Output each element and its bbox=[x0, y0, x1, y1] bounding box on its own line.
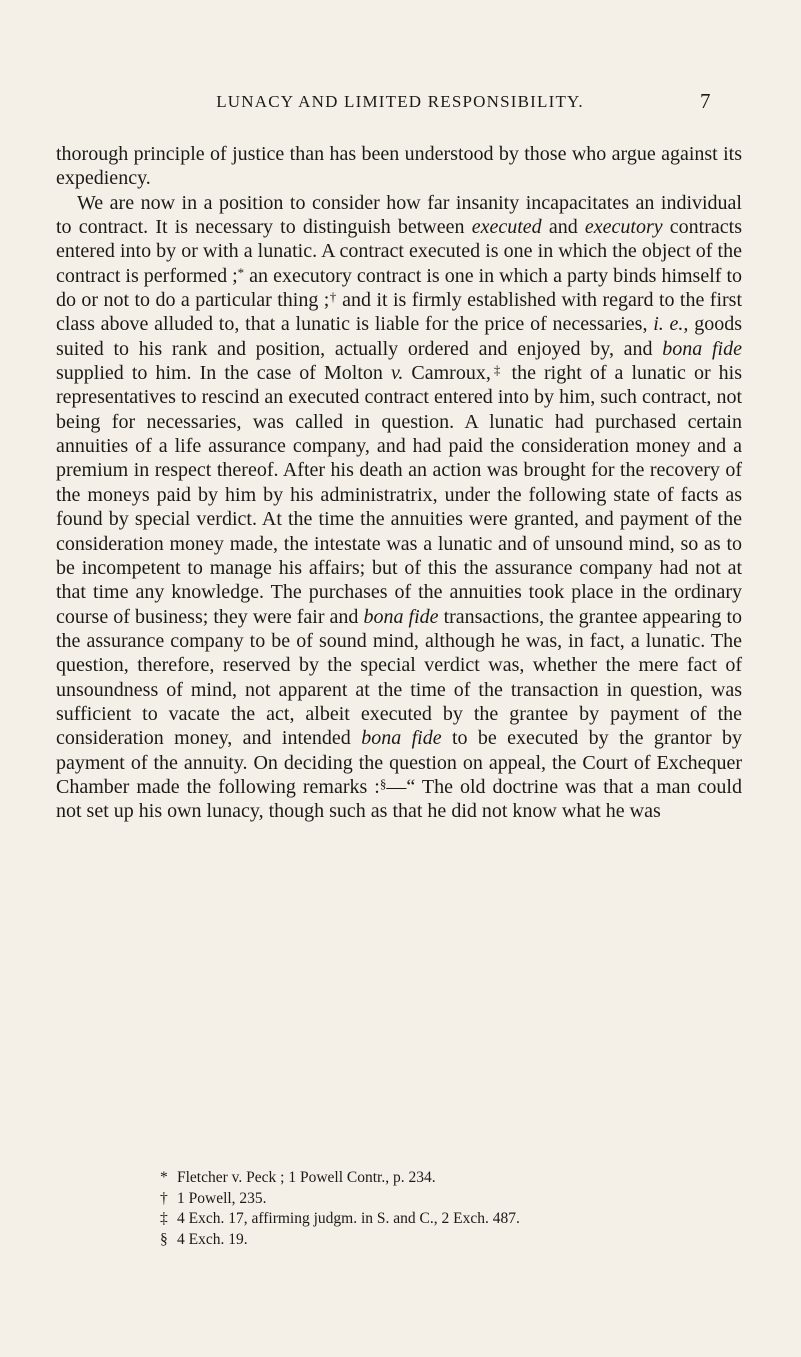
text-run: the right of a lunatic or his representatives to rescind an executed contract entered into by him, such contract, not being for necessaries, was called in question. A lunatic had purchased certain annuities of a life assurance company, and had paid the consideration money and a premium in respect thereof. After his death an action was brought for the recovery of the moneys paid by him by his administratrix, under the following state of facts as found by special verdict. At the time the annuities were granted, and payment of the consideration money made, the intestate was a lunatic and of unsound mind, so as to be incompetent to manage his affairs; but of this the assurance company had not at that time any knowledge. The purchases of the annuities took place in the ordinary course of business; they were fair and bbox=[56, 362, 743, 628]
footnote bbox=[160, 1168, 740, 1189]
text-run: to be executed by the grantor by payment of the annuity. On deciding the question on appeal, the Court of Exchequer Chamber made the following remarks : bbox=[56, 727, 742, 798]
paragraph bbox=[56, 191, 742, 824]
footnote bbox=[160, 1230, 740, 1251]
page-number: 7 bbox=[700, 89, 711, 113]
text-run: and it is firmly established with regard to the first class above alluded to, that a lunatic is liable for the price of necessaries, bbox=[56, 289, 743, 336]
italic-text: bona fide bbox=[662, 337, 742, 360]
footnote bbox=[160, 1189, 740, 1210]
text-run: Camroux, bbox=[403, 362, 491, 385]
footnote-reference: § bbox=[379, 775, 387, 791]
text-run: We are now in a position to consider how far insanity incapacitates an individual to contract. It is necessary to distinguish between bbox=[56, 191, 742, 239]
footnotes bbox=[160, 1168, 740, 1250]
text-run: supplied to him. In the case of Molton bbox=[56, 362, 391, 385]
footnote-text: 4 Exch. 19. bbox=[177, 1230, 248, 1248]
footnote-reference: ‡ bbox=[490, 362, 504, 378]
italic-text: executory bbox=[584, 216, 663, 239]
italic-text: v. bbox=[390, 362, 404, 385]
footnote-reference: † bbox=[329, 289, 337, 305]
text-run: contracts entered into by or with a lunatic. A contract executed is one in which the object of the contract is performed ; bbox=[56, 216, 742, 287]
italic-text: i. e., bbox=[653, 313, 689, 336]
italic-text: bona fide bbox=[363, 605, 439, 628]
footnote-mark: * bbox=[160, 1169, 168, 1186]
footnote-text: Fletcher v. Peck ; 1 Powell Contr., p. 234. bbox=[177, 1169, 436, 1186]
text-run: transactions, the grantee appearing to the assurance company to be of sound mind, although he was, in fact, a lunatic. The question, therefore, reserved by the special verdict was, whether the mere fact of unsoundness of mind, not apparent at the time of the transaction in question, was sufficient to vacate the act, albeit executed by the grantee by payment of the consideration money, and intended bbox=[56, 605, 742, 750]
text-run: thorough principle of justice than has been understood by those who argue against its expediency. bbox=[56, 143, 742, 190]
italic-text: bona fide bbox=[361, 727, 442, 750]
footnote-mark: § bbox=[160, 1230, 168, 1248]
footnote-text: 1 Powell, 235. bbox=[177, 1189, 267, 1207]
running-header: LUNACY AND LIMITED RESPONSIBILITY. bbox=[216, 92, 584, 111]
text-run: and bbox=[541, 216, 585, 239]
paragraph bbox=[56, 142, 742, 191]
text-run: —“ The old doctrine was that a man could not set up his own lunacy, though such as that he did not know what he was bbox=[56, 775, 742, 823]
footnote-text: 4 Exch. 17, affirming judgm. in S. and C., 2 Exch. 487. bbox=[177, 1210, 520, 1228]
footnote-mark: ‡ bbox=[160, 1210, 168, 1228]
text-run: an executory contract is one in which a party binds himself to do or not to do a particular thing ; bbox=[56, 264, 743, 312]
footnote-reference: * bbox=[237, 264, 245, 280]
text-run: goods suited to his rank and position, actually ordered and enjoyed by, and bbox=[56, 313, 742, 360]
italic-text: executed bbox=[471, 216, 542, 239]
footnote-mark: † bbox=[160, 1189, 168, 1207]
body-text bbox=[56, 142, 742, 824]
footnote bbox=[160, 1209, 740, 1230]
